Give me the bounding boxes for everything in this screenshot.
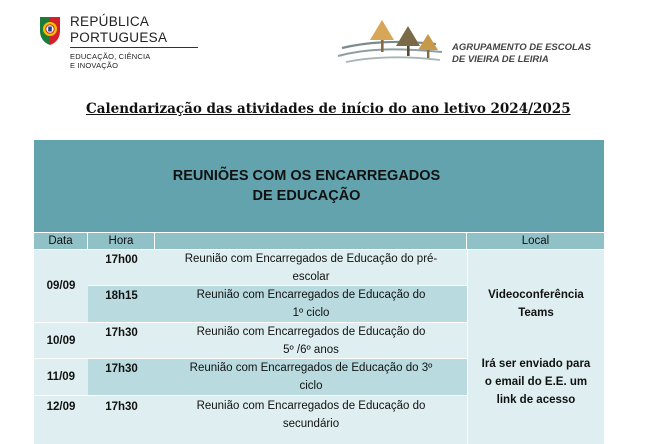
date-cell: 09/09 [34, 250, 88, 322]
document-title: Calendarização das atividades de início do ano letivo 2024/2025 [86, 101, 571, 117]
column-header-date: Data [34, 233, 88, 249]
time-cell: 17h30 [88, 359, 155, 395]
location-cell [468, 250, 604, 444]
school-name: AGRUPAMENTO DE ESCOLAS DE VIEIRA DE LEIRIA [452, 42, 591, 65]
gov-subtitle: EDUCAÇÃO, CIÊNCIA E INOVAÇÃO [70, 52, 151, 70]
gov-divider [70, 47, 198, 48]
time-cell: 18h15 [88, 286, 155, 322]
date-cell: 10/09 [34, 323, 88, 358]
gov-title: REPÚBLICA PORTUGUESA [70, 14, 168, 45]
description-cell: Reunião com Encarregados de Educação do 3º ciclo [155, 359, 467, 395]
meetings-table [34, 140, 604, 444]
location-platform: Videoconferência Teams [488, 289, 584, 319]
time-cell: 17h30 [88, 396, 155, 444]
republica-portuguesa-logo [36, 12, 176, 74]
description-cell: Reunião com Encarregados de Educação do 5º /6º anos [155, 323, 467, 358]
date-cell: 11/09 [34, 359, 88, 395]
date-cell: 12/09 [34, 396, 88, 444]
time-cell: 17h30 [88, 323, 155, 358]
time-cell: 17h00 [88, 250, 155, 285]
column-header-location: Local [467, 233, 604, 249]
description-cell: Reunião com Encarregados de Educação do 1º ciclo [155, 286, 467, 322]
banner-title: REUNIÕES COM OS ENCARREGADOS DE EDUCAÇÃO [172, 168, 441, 204]
description-cell: Reunião com Encarregados de Educação do secundário [155, 396, 467, 444]
description-cell: Reunião com Encarregados de Educação do pré- escolar [155, 250, 467, 285]
school-logo-trees-icon [336, 18, 446, 70]
column-header-description [155, 233, 467, 249]
column-header-time: Hora [88, 233, 155, 249]
portuguese-emblem-icon [36, 14, 64, 48]
location-note: Irá ser enviado para o email do E.E. um link de acesso [481, 358, 591, 406]
table-banner [34, 140, 604, 232]
